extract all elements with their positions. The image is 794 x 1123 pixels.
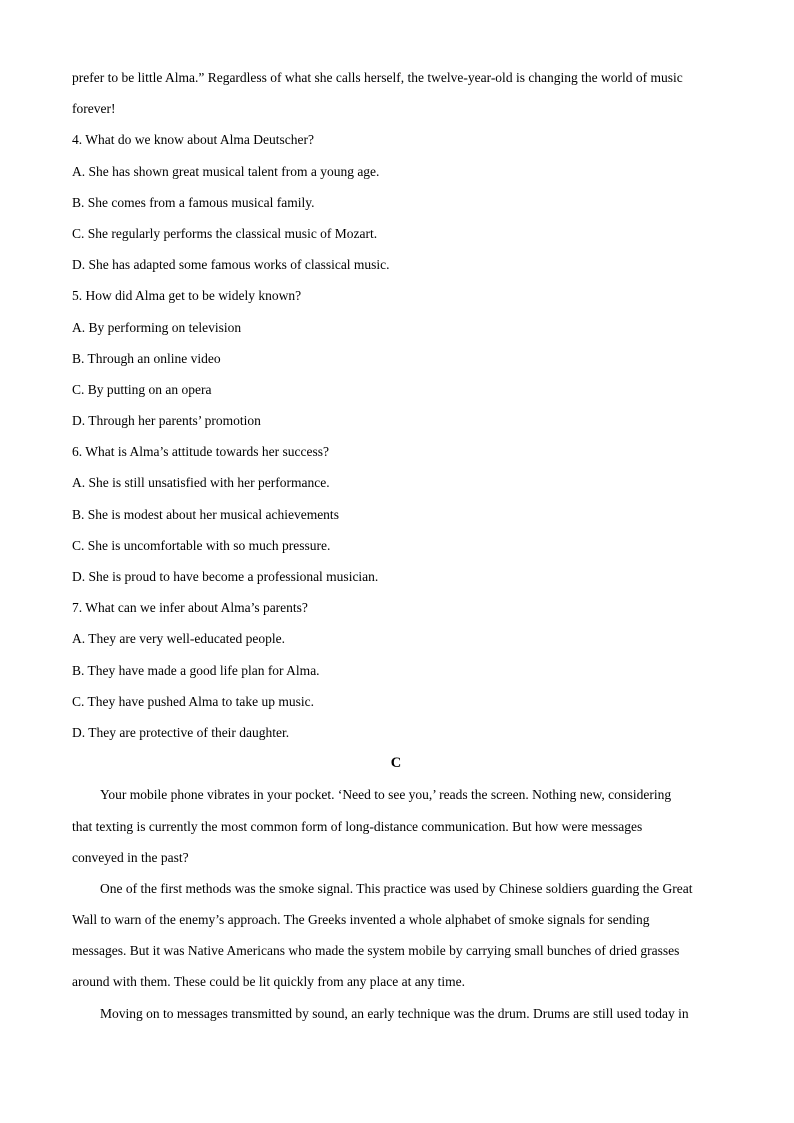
question-block [72, 592, 720, 748]
answer-option: C. By putting on an opera [72, 381, 212, 397]
answer-option: D. She has adapted some famous works of classical music. [72, 257, 390, 273]
document-page [72, 62, 720, 1029]
paragraph-line: Wall to warn of the enemy’s approach. The Greeks invented a whole alphabet of smoke signals for sending [72, 912, 650, 928]
question-block [72, 436, 720, 592]
paragraph-line: Your mobile phone vibrates in your pocket. ‘Need to see you,’ reads the screen. Nothing new, considering [100, 787, 672, 803]
body-text-line: forever! [72, 101, 116, 117]
section-heading: C [390, 755, 402, 772]
answer-option: B. They have made a good life plan for Alma. [72, 662, 320, 678]
question-block [72, 124, 720, 280]
answer-option: C. She is uncomfortable with so much pressure. [72, 537, 331, 553]
paragraph-line: One of the first methods was the smoke signal. This practice was used by Chinese soldiers guarding the Great [100, 880, 693, 896]
answer-option: C. She regularly performs the classical music of Mozart. [72, 225, 378, 241]
answer-option: D. Through her parents’ promotion [72, 413, 261, 429]
answer-option: A. She has shown great musical talent from a young age. [72, 163, 380, 179]
question-text: 6. What is Alma’s attitude towards her success? [72, 444, 329, 460]
answer-option: A. They are very well-educated people. [72, 631, 286, 647]
answer-option: B. She comes from a famous musical family. [72, 194, 315, 210]
question-text: 7. What can we infer about Alma’s parents? [72, 600, 308, 616]
answer-option: B. Through an online video [72, 350, 221, 366]
paragraph-line: around with them. These could be lit quickly from any place at any time. [72, 974, 466, 990]
question-text: 4. What do we know about Alma Deutscher? [72, 132, 314, 148]
paragraph-line: that texting is currently the most common form of long-distance communication. But how were messages [72, 818, 643, 834]
passage-paragraph [72, 873, 720, 998]
answer-option: A. By performing on television [72, 319, 242, 335]
answer-option: A. She is still unsatisfied with her performance. [72, 475, 330, 491]
question-block [72, 280, 720, 436]
body-text-line: prefer to be little Alma.” Regardless of what she calls herself, the twelve-year-old is changing the world of music [72, 70, 683, 85]
answer-option: B. She is modest about her musical achievements [72, 506, 339, 522]
answer-option: C. They have pushed Alma to take up music. [72, 693, 314, 709]
paragraph-line: conveyed in the past? [72, 849, 189, 865]
passage-paragraph [72, 779, 720, 873]
answer-option: D. She is proud to have become a professional musician. [72, 569, 379, 584]
paragraph-line: messages. But it was Native Americans who made the system mobile by carrying small bunches of dried grasses [72, 943, 680, 959]
answer-option: D. They are protective of their daughter. [72, 724, 290, 740]
passage-paragraph [72, 998, 720, 1029]
paragraph-line: Moving on to messages transmitted by sound, an early technique was the drum. Drums are still used today in [100, 1005, 689, 1021]
question-text: 5. How did Alma get to be widely known? [72, 288, 302, 304]
